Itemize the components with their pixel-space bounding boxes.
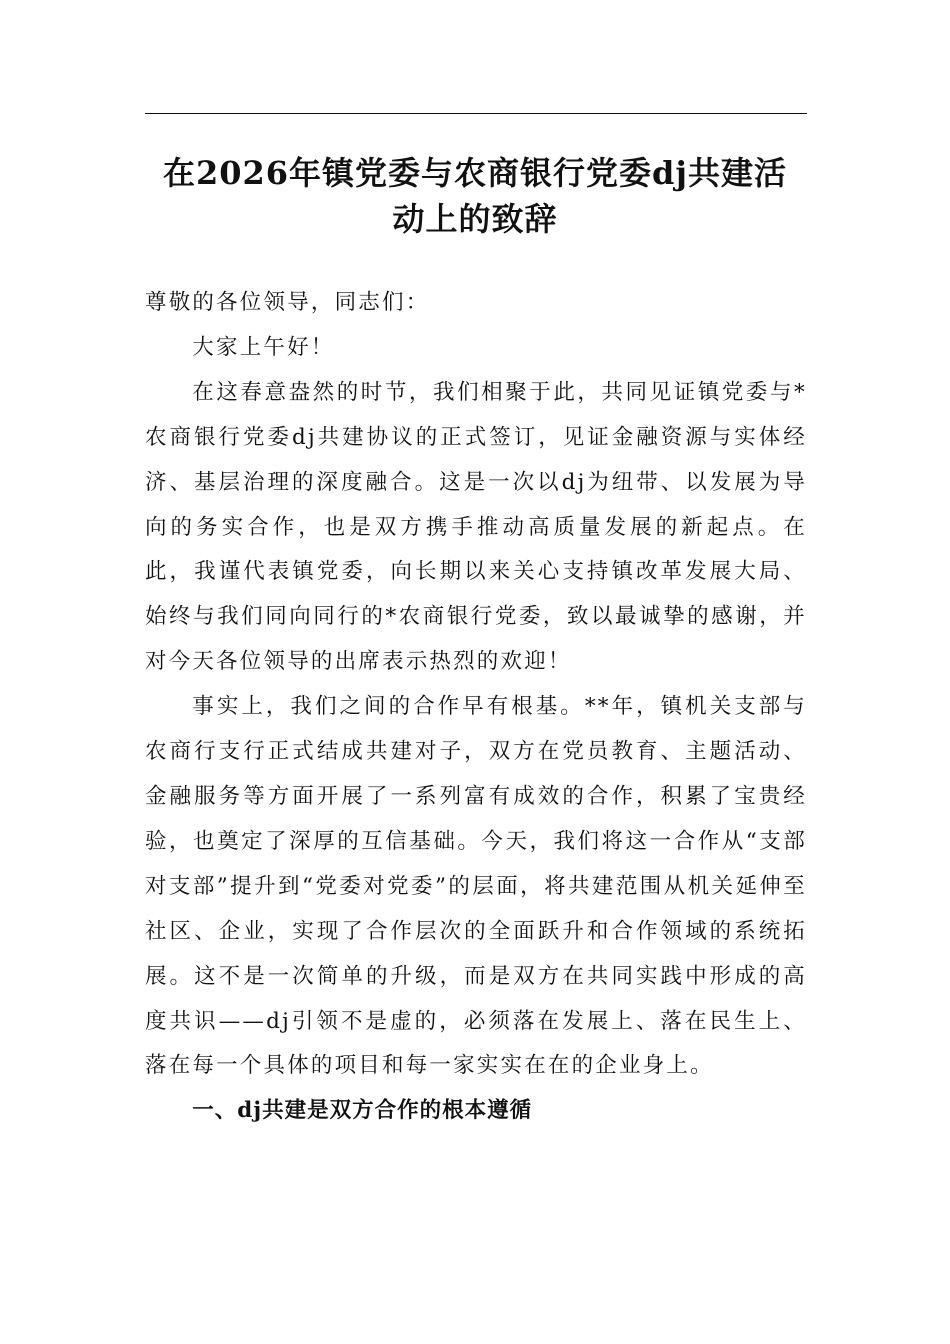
paragraph-1: 在这春意盎然的时节，我们相聚于此，共同见证镇党委与*农商银行党委dj共建协议的正式签订，见证金融资源与实体经济、基层治理的深度融合。这是一次以dj为纽带、以发展为导向的务实合作，也是双方携手推动高质量发展的新起点。在此，我谨代表镇党委，向长期以来关心支持镇改革发展大局、始终与我们同向同行的*农商银行党委，致以最诚挚的感谢，并对今天各位领导的出席表示热烈的欢迎！ xyxy=(145,379,807,675)
document-body xyxy=(145,281,807,1134)
salutation: 尊敬的各位领导，同志们： xyxy=(145,290,430,315)
document-title xyxy=(120,150,830,242)
title-line-1: 在2026年镇党委与农商银行党委dj共建活 xyxy=(162,154,788,192)
title-line-2: 动上的致辞 xyxy=(392,200,558,238)
paragraph-2: 事实上，我们之间的合作早有根基。**年，镇机关支部与农商行支行正式结成共建对子，双方在党员教育、主题活动、金融服务等方面开展了一系列富有成效的合作，积累了宝贵经验，也奠定了深厚的互信基础。今天，我们将这一合作从“支部对支部”提升到“党委对党委”的层面，将共建范围从机关延伸至社区、企业，实现了合作层次的全面跃升和合作领域的系统拓展。这不是一次简单的升级，而是双方在共同实践中形成的高度共识——dj引领不是虚的，必须落在发展上、落在民生上、落在每一个具体的项目和每一家实实在在的企业身上。 xyxy=(145,694,807,1079)
header-rule xyxy=(145,113,807,114)
section-heading-1: 一、dj共建是双方合作的根本遵循 xyxy=(192,1098,533,1124)
greeting: 大家上午好！ xyxy=(192,334,335,360)
